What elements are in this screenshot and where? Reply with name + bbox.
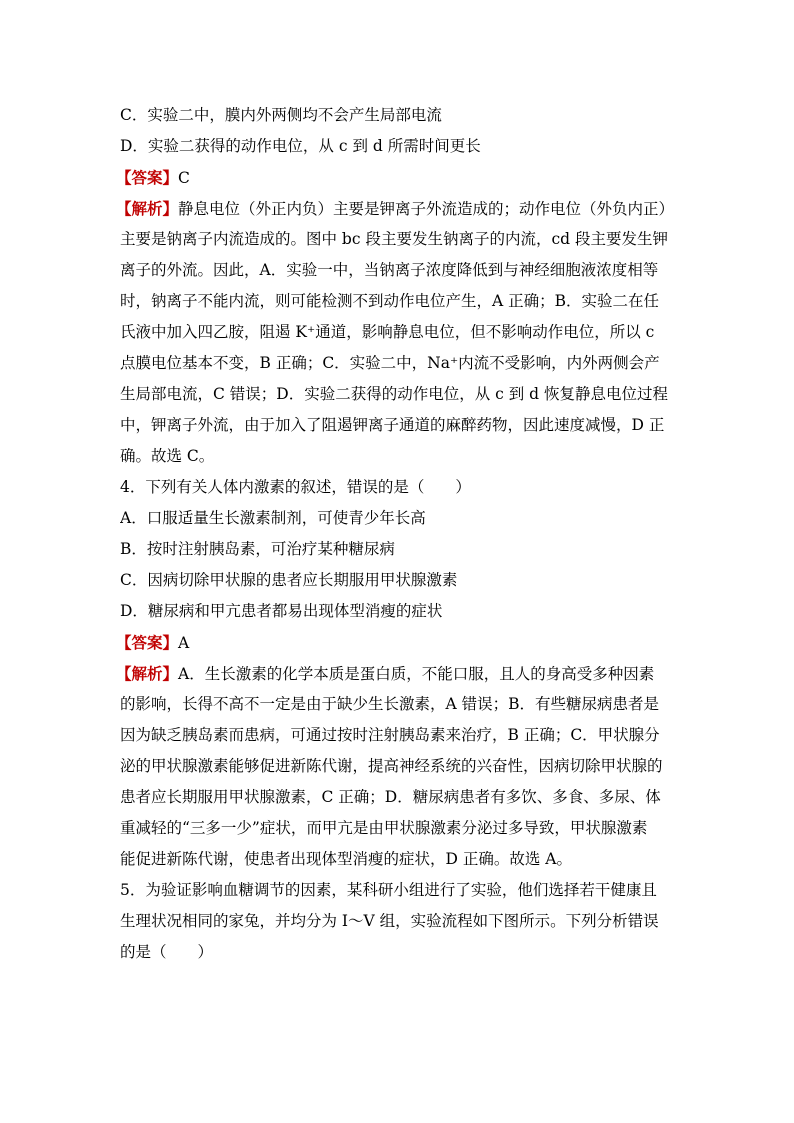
answer-value: C — [178, 169, 190, 187]
q3-analysis-line: 生局部电流，C 错误；D．实验二获得的动作电位，从 c 到 d 恢复静息电位过程 — [120, 385, 669, 403]
q4-option-d: D．糖尿病和甲亢患者都易出现体型消瘦的症状 — [120, 602, 443, 620]
q3-analysis-line: 氏液中加入四乙胺，阻遏 K⁺通道，影响静息电位，但不影响动作电位，所以 c — [120, 323, 655, 341]
answer-value: A — [178, 634, 190, 652]
q4-answer — [116, 627, 676, 658]
document-page — [116, 100, 676, 968]
answer-tag: 【答案】 — [116, 168, 179, 187]
analysis-tag: 【解析】 — [116, 199, 179, 218]
q4-analysis-line: 【解析】A．生长激素的化学本质是蛋白质，不能口服，且人的身高受多种因素 — [116, 664, 655, 683]
q5-stem-line: 5．为验证影响血糖调节的因素，某科研小组进行了实验，他们选择若干健康且 — [120, 881, 657, 899]
q3-analysis-line: 确。故选 C。 — [120, 447, 215, 465]
q4-option-a: A．口服适量生长激素制剂，可使青少年长高 — [120, 509, 426, 527]
q4-option-b: B．按时注射胰岛素，可治疗某种糖尿病 — [120, 540, 395, 558]
analysis-tag: 【解析】 — [116, 664, 179, 683]
q3-analysis-line: 主要是钠离子内流造成的。图中 bc 段主要发生钠离子的内流，cd 段主要发生钾 — [120, 230, 668, 248]
q5-stem-line: 生理状况相同的家兔，并均分为 I～V 组，实验流程如下图所示。下列分析错误 — [120, 912, 659, 930]
q3-analysis-line: 时，钠离子不能内流，则可能检测不到动作电位产生，A 正确；B．实验二在任 — [120, 292, 660, 310]
q4-analysis-line: 重减轻的“三多一少”症状，而甲亢是由甲状腺激素分泌过多导致，甲状腺激素 — [120, 819, 648, 837]
q4-analysis-line: 患者应长期服用甲状腺激素，C 正确；D．糖尿病患者有多饮、多食、多尿、体 — [120, 788, 661, 806]
q3-answer — [116, 162, 676, 193]
q3-analysis-line: 点膜电位基本不变，B 正确；C．实验二中，Na⁺内流不受影响，内外两侧会产 — [120, 354, 660, 372]
q3-option-d: D．实验二获得的动作电位，从 c 到 d 所需时间更长 — [120, 137, 481, 155]
q4-analysis-line: 泌的甲状腺激素能够促进新陈代谢，提高神经系统的兴奋性，因病切除甲状腺的 — [120, 757, 663, 775]
q4-analysis-line: 因为缺乏胰岛素而患病，可通过按时注射胰岛素来治疗，B 正确；C．甲状腺分 — [120, 726, 660, 744]
q4-analysis-line: 的影响，长得不高不一定是由于缺少生长激素，A 错误；B．有些糖尿病患者是 — [120, 695, 660, 713]
q5-stem-line: 的是（ ） — [120, 943, 214, 961]
answer-tag: 【答案】 — [116, 633, 179, 652]
q3-analysis-line: 【解析】静息电位（外正内负）主要是钾离子外流造成的；动作电位（外负内正） — [116, 199, 675, 218]
q4-option-c: C．因病切除甲状腺的患者应长期服用甲状腺激素 — [120, 571, 458, 589]
q3-analysis-line: 离子的外流。因此，A．实验一中，当钠离子浓度降低到与神经细胞液浓度相等 — [120, 261, 659, 279]
q3-analysis-line: 中，钾离子外流，由于加入了阻遏钾离子通道的麻醉药物，因此速度减慢，D 正 — [120, 416, 665, 434]
q4-analysis-line: 能促进新陈代谢，使患者出现体型消瘦的症状，D 正确。故选 A。 — [120, 850, 572, 868]
q4-stem: 4．下列有关人体内激素的叙述，错误的是（ ） — [120, 478, 471, 496]
q3-option-c: C．实验二中，膜内外两侧均不会产生局部电流 — [120, 106, 442, 124]
